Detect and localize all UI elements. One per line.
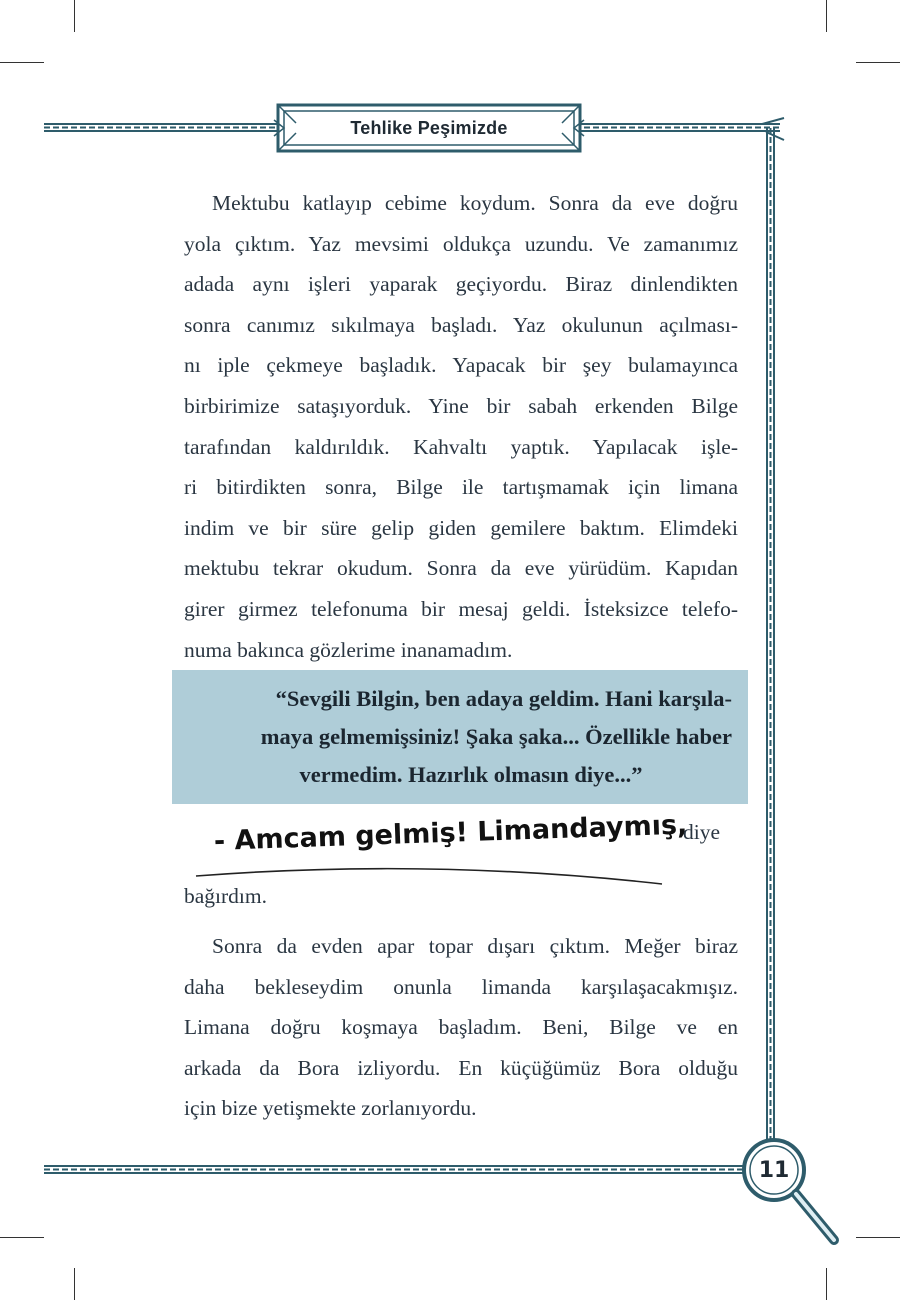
paragraph-2 [184, 926, 738, 1129]
text-line: nı iple çekmeye başladık. Yapacak bir şey bulamayınca [184, 353, 738, 378]
text-line: numa bakınca gözlerime inanamadım. [184, 637, 513, 662]
handwritten-dialogue: - Amcam gelmiş! Limandaymış, [213, 809, 688, 857]
text-line: arkada da Bora izliyordu. En küçüğümüz Bora olduğu [184, 1055, 738, 1080]
text-line: yola çıktım. Yaz mevsimi oldukça uzundu. Ve zamanımız [184, 231, 738, 256]
dialogue-suffix: diye [683, 820, 721, 844]
text-line: adada aynı işleri yaparak geçiyordu. Biraz dinlendikten [184, 272, 738, 297]
text-line: mektubu tekrar okudum. Sonra da eve yürüdüm. Kapıdan [184, 556, 738, 581]
text-line: için bize yetişmekte zorlanıyordu. [184, 1096, 477, 1121]
text-line: indim ve bir süre gelip giden gemilere baktım. Elimdeki [184, 515, 738, 540]
running-header-title: Tehlike Peşimizde [350, 117, 508, 138]
running-header [276, 103, 582, 153]
page-number: 11 [758, 1157, 790, 1183]
text-line: tarafından kaldırıldık. Kahvaltı yaptık. Yapılacak işle- [184, 434, 738, 459]
text-line: Limana doğru koşmaya başladım. Beni, Bilge ve en [184, 1015, 738, 1040]
text-line: sonra canımız sıkılmaya başladı. Yaz okulunun açılması- [184, 312, 738, 337]
paragraph-1 [184, 183, 738, 670]
text-line: girer girmez telefonuma bir mesaj geldi. İsteksizce telefo- [184, 596, 738, 621]
quote-text [210, 680, 732, 794]
text-line: Sonra da evden apar topar dışarı çıktım. Meğer biraz [212, 934, 738, 958]
text-line: birbirimize sataşıyorduk. Yine bir sabah erkenden Bilge [184, 393, 738, 418]
dialogue-continuation: bağırdım. [184, 884, 267, 908]
quote-line: “Sevgili Bilgin, ben adaya geldim. Hani karşıla- [275, 686, 732, 711]
text-line: ri bitirdikten sonra, Bilge ile tartışmamak için limana [184, 475, 738, 500]
text-line: daha bekleseydim onunla limanda karşılaşacakmışız. [184, 974, 738, 999]
quote-line: vermedim. Hazırlık olmasın diye...” [299, 762, 643, 787]
text-line: Mektubu katlayıp cebime koydum. Sonra da eve doğru [212, 191, 738, 215]
quote-line: maya gelmemişsiniz! Şaka şaka... Özellikle haber [260, 724, 732, 749]
